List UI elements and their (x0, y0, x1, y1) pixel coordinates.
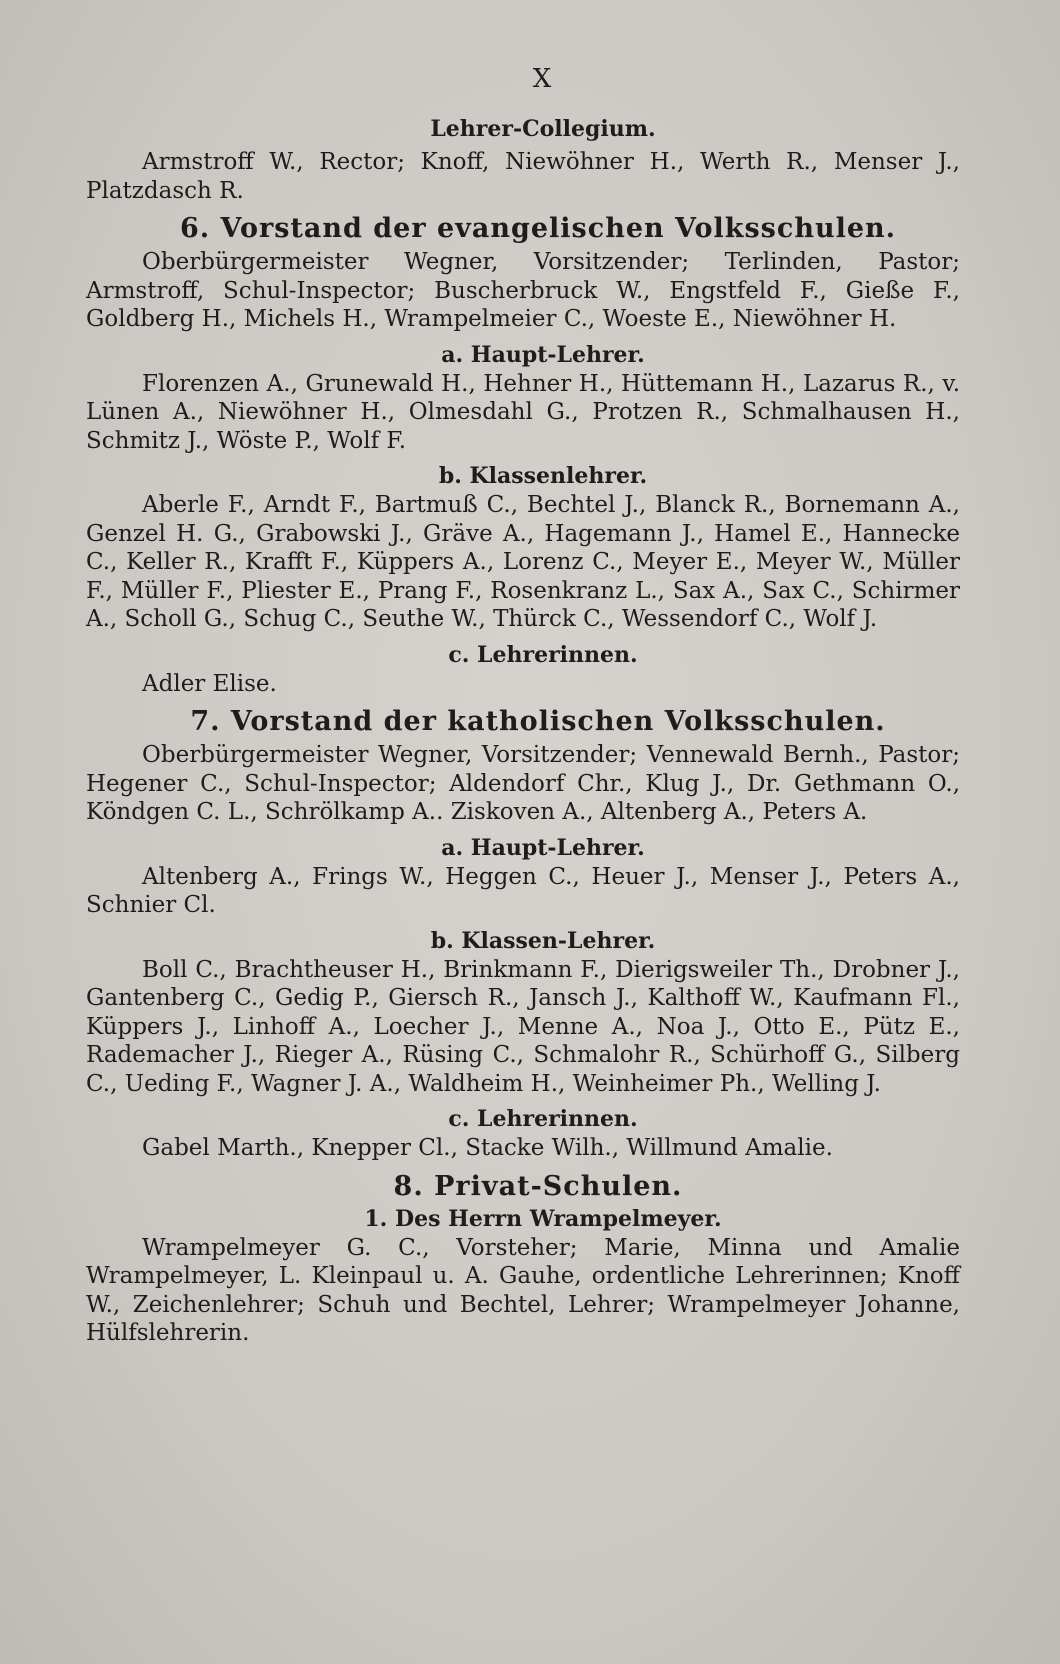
section-7-heading: 7. Vorstand der katholischen Volksschulen. (190, 706, 886, 737)
section-7-lehrerinnen-heading: c. Lehrerinnen. (448, 1106, 638, 1132)
section-6-haupt-lehrer-heading: a. Haupt-Lehrer. (441, 341, 645, 368)
section-6-klassenlehrer-heading: b. Klassenlehrer. (438, 463, 648, 489)
section-7-text: Oberbürgermeister Wegner, Vorsitzender; Vennewald Bernh., Pastor; Hegener C., Schul-Inspector; Aldendorf Chr., Klug J., Dr. Gethmann O., Köndgen C. L., Schrölkamp A.. Ziskoven A., Altenberg A., Peters A. (86, 742, 960, 825)
section-7-haupt-lehrer-heading: a. Haupt-Lehrer. (441, 834, 645, 861)
section-8-heading: 8. Privat-Schulen. (393, 1170, 683, 1202)
lehrer-collegium-text: Armstroff W., Rector; Knoff, Niewöhner H., Werth R., Menser J., Platzdasch R. (86, 149, 960, 204)
section-7-klassen-lehrer-text: Boll C., Brachtheuser H., Brinkmann F., Dierigsweiler Th., Drobner J., Gantenberg C., Gedig P., Giersch R., Jansch J., Kalthoff W., Kaufmann Fl., Küppers J., Linhoff A., Loecher J., Menne A., Noa J., Otto E., Pütz E., Rademacher J., Rieger A., Rüsing C., Schmalohr R., Schürhoff G., Silberg C., Ueding F., Wagner J. A., Waldheim H., Weinheimer Ph., Welling J. (86, 956, 960, 1097)
section-8-text: Wrampelmeyer G. C., Vorsteher; Marie, Minna und Amalie Wrampelmeyer, L. Kleinpaul u. A. Gauhe, ordentliche Lehrerinnen; Knoff W., Zeichenlehrer; Schuh und Bechtel, Lehrer; Wrampelmeyer Johanne, Hülfslehrerin. (86, 1234, 960, 1346)
section-7-klassen-lehrer-heading: b. Klassen-Lehrer. (430, 927, 656, 954)
section-8-sub-heading: 1. Des Herrn Wrampelmeyer. (364, 1205, 722, 1232)
lehrer-collegium-heading: Lehrer-Collegium. (430, 116, 656, 142)
section-6-heading: 6. Vorstand der evangelischen Volksschulen. (179, 213, 897, 244)
section-6-haupt-lehrer-text: Florenzen A., Grunewald H., Hehner H., Hüttemann H., Lazarus R., v. Lünen A., Niewöhner H., Olmesdahl G., Protzen R., Schmalhausen H., Schmitz J., Wöste P., Wolf F. (86, 370, 960, 454)
section-7-haupt-lehrer-text: Altenberg A., Frings W., Heggen C., Heuer J., Menser J., Peters A., Schnier Cl. (86, 863, 960, 918)
section-7-lehrerinnen-text: Gabel Marth., Knepper Cl., Stacke Wilh., Willmund Amalie. (142, 1135, 833, 1161)
section-6-klassenlehrer-text: Aberle F., Arndt F., Bartmuß C., Bechtel J., Blanck R., Bornemann A., Genzel H. G., Grabowski J., Gräve A., Hagemann J., Hamel E., Hannecke C., Keller R., Krafft F., Küppers A., Lorenz C., Meyer E., Meyer W., Müller F., Müller F., Pliester E., Prang F., Rosenkranz L., Sax A., Sax C., Schirmer A., Scholl G., Schug C., Seuthe W., Thürck C., Wessendorf C., Wolf J. (86, 492, 960, 632)
page-number: X (532, 64, 554, 94)
section-6-lehrerinnen-text: Adler Elise. (142, 670, 277, 697)
section-6-text: Oberbürgermeister Wegner, Vorsitzender; Terlinden, Pastor; Armstroff, Schul-Inspector; Buscherbruck W., Engstfeld F., Gieße F., Goldberg H., Michels H., Wrampelmeier C., Woeste E., Niewöhner H. (86, 249, 960, 332)
section-6-lehrerinnen-heading: c. Lehrerinnen. (448, 641, 638, 668)
